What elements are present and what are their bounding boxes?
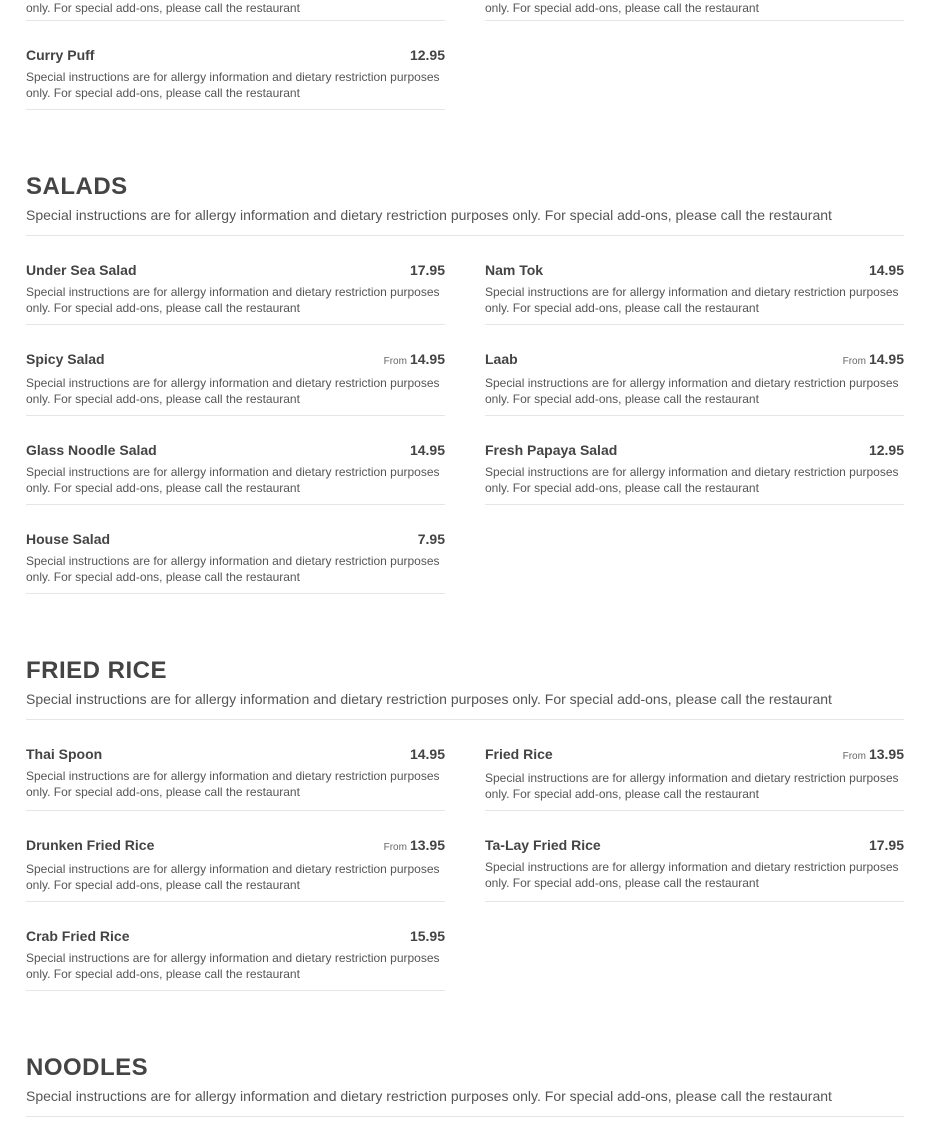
item-description: Special instructions are for allergy information and dietary restriction purposes only. For special add-ons, please call the restaurant [26,769,440,799]
item-name: Crab Fried Rice [26,928,130,944]
item-name: Drunken Fried Rice [26,837,155,853]
item-price [410,262,445,278]
menu-item[interactable] [485,325,904,416]
price-value: 14.95 [409,442,445,458]
item-name: Spicy Salad [26,351,105,367]
price-value: 7.95 [417,531,445,547]
item-description: Special instructions are for allergy information and dietary restriction purposes only. For special add-ons, please call the restaurant [485,465,899,495]
item-description: Special instructions are for allergy information and dietary restriction purposes only. For special add-ons, please call the restaurant [485,376,899,406]
section-salads [26,173,904,594]
item-description: Special instructions are for allergy information and dietary restriction purposes only. For special add-ons, please call the restaurant [26,554,440,584]
price-value: 17.95 [409,262,445,278]
price-value: 14.95 [409,746,445,762]
price-value: 13.95 [868,746,904,762]
item-price [843,351,904,367]
section-title: SALADS [26,173,128,200]
menu-item[interactable] [26,236,445,325]
menu-item[interactable] [485,811,904,902]
item-description: Special instructions are for allergy information and dietary restriction purposes only. For special add-ons, please call the restaurant [26,285,440,315]
section-note: Special instructions are for allergy information and dietary restriction purposes only. For special add-ons, please call the restaurant [26,207,904,236]
item-price [384,351,445,367]
menu-column-right [485,0,904,110]
price-value: 14.95 [868,351,904,367]
price-value: 13.95 [409,837,445,853]
item-description: Special instructions are for allergy information and dietary restriction purposes only. For special add-ons, please call the restaurant [485,860,899,890]
item-price [418,531,445,547]
item-description: Special instructions are for allergy information and dietary restriction purposes only. For special add-ons, please call the restaurant [26,70,440,100]
item-name: Laab [485,351,518,367]
from-label: From [842,356,866,367]
menu-item[interactable] [485,236,904,325]
menu-item[interactable] [26,811,445,902]
section-title: FRIED RICE [26,657,168,684]
item-description: Special instructions are for allergy information and dietary restriction purposes only. For special add-ons, please call the restaurant [26,465,440,495]
menu-item[interactable] [26,325,445,416]
menu-column-right [485,236,904,594]
item-name: Glass Noodle Salad [26,442,157,458]
menu-item[interactable] [26,416,445,505]
item-price [410,442,445,458]
price-value: 12.95 [868,442,904,458]
item-description: only. For special add-ons, please call the restaurant [26,1,300,15]
item-name: Nam Tok [485,262,544,278]
menu-column-left [26,236,445,594]
menu-item[interactable] [26,505,445,594]
price-value: 14.95 [409,351,445,367]
item-price [410,746,445,762]
menu-item[interactable] [485,720,904,811]
menu-item[interactable] [26,902,445,991]
item-description: Special instructions are for allergy information and dietary restriction purposes only. For special add-ons, please call the restaurant [26,951,440,981]
section-note: Special instructions are for allergy information and dietary restriction purposes only. For special add-ons, please call the restaurant [26,691,904,720]
item-name: Thai Spoon [26,746,103,762]
item-price [843,746,904,762]
price-value: 15.95 [409,928,445,944]
menu-item[interactable] [26,0,445,21]
from-label: From [383,356,407,367]
item-price [869,837,904,853]
item-price [410,928,445,944]
menu-grid [26,236,904,594]
section-noodles [26,1054,904,1117]
item-name: Ta-Lay Fried Rice [485,837,601,853]
item-name: Curry Puff [26,47,95,63]
menu-page [26,0,904,1117]
menu-item[interactable] [485,0,904,21]
from-label: From [383,842,407,853]
menu-column-right [485,720,904,991]
item-description: Special instructions are for allergy information and dietary restriction purposes only. For special add-ons, please call the restaurant [485,771,899,801]
menu-grid [26,720,904,991]
menu-item[interactable] [485,416,904,505]
item-name: Fried Rice [485,746,553,762]
section-fried-rice [26,657,904,991]
price-value: 17.95 [868,837,904,853]
menu-item[interactable] [26,720,445,811]
menu-item[interactable] [26,21,445,110]
item-name: Under Sea Salad [26,262,137,278]
item-name: House Salad [26,531,111,547]
from-label: From [842,751,866,762]
item-price [869,442,904,458]
item-description: Special instructions are for allergy information and dietary restriction purposes only. For special add-ons, please call the restaurant [485,285,899,315]
price-value: 14.95 [868,262,904,278]
item-description: only. For special add-ons, please call the restaurant [485,1,759,15]
item-price: 12.95 [409,47,445,63]
menu-column-left [26,720,445,991]
item-description: Special instructions are for allergy information and dietary restriction purposes only. For special add-ons, please call the restaurant [26,376,440,406]
section-title: NOODLES [26,1054,149,1081]
section-note: Special instructions are for allergy information and dietary restriction purposes only. For special add-ons, please call the restaurant [26,1088,904,1117]
item-name: Fresh Papaya Salad [485,442,618,458]
item-price [384,837,445,853]
menu-column-left [26,0,445,110]
item-price [869,262,904,278]
item-description: Special instructions are for allergy information and dietary restriction purposes only. For special add-ons, please call the restaurant [26,862,440,892]
top-menu-grid [26,0,904,110]
